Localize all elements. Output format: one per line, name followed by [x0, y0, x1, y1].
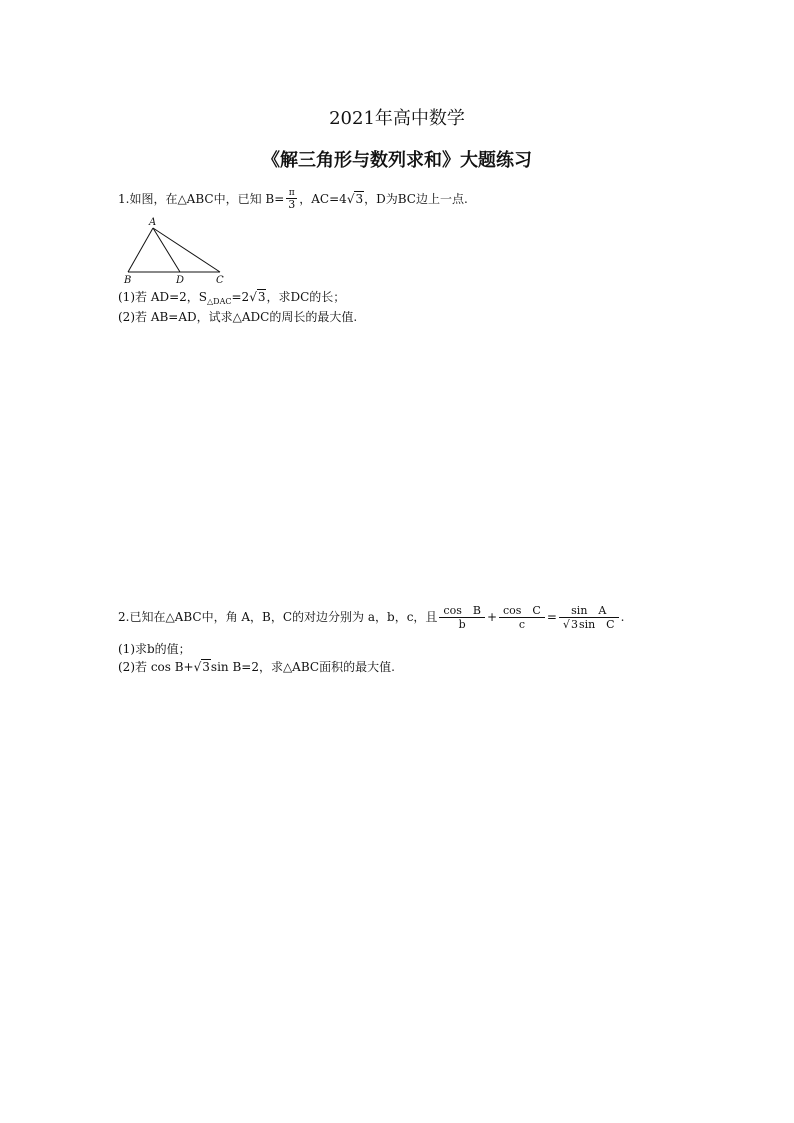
q1-part1: [118, 290, 345, 309]
label-d: D: [176, 275, 185, 286]
angle-b-fraction: [286, 188, 297, 211]
sqrt-radicand: 3: [202, 660, 210, 674]
q1-part1-mid: =2: [231, 290, 250, 304]
q2-part2-suffix: sin B=2，求△ABC面积的最大值.: [210, 660, 395, 674]
cosc-over-c-fraction: [499, 604, 545, 631]
q1-stem-suffix: ，D为BC边上一点.: [364, 192, 468, 206]
side-ac: [153, 228, 220, 272]
sqrt-expression: √3: [249, 290, 266, 304]
fraction-denominator: [559, 617, 619, 631]
fraction-denominator: c: [499, 617, 545, 631]
equals-sign: =: [546, 610, 557, 624]
label-a: A: [149, 217, 157, 228]
period: .: [620, 610, 625, 624]
q1-stem: [118, 188, 468, 211]
sqrt-expression: √3: [193, 660, 210, 674]
q1-part1-prefix: (1)若 AD=2，S: [118, 290, 208, 304]
label-b: B: [124, 275, 132, 286]
sqrt-expression: √3: [346, 192, 364, 206]
q2-part1: (1)求b的值；: [118, 642, 191, 656]
q1-part1-suffix: ，求DC的长；: [266, 290, 346, 304]
cosb-over-b-fraction: [439, 604, 485, 631]
segment-ad: [153, 228, 180, 272]
fraction-numerator: π: [288, 188, 295, 198]
sina-over-sqrt3sinc-fraction: [559, 604, 619, 631]
denominator-rest: sin C: [578, 618, 615, 631]
fraction-numerator: sin A: [571, 604, 607, 617]
plus-sign: +: [486, 610, 497, 624]
page-title: 2021年高中数学: [329, 108, 465, 129]
sqrt-radicand: 3: [570, 618, 578, 631]
q2-stem-prefix: 2.已知在△ABC中，角 A，B，C的对边分别为 a，b，c，且: [118, 610, 438, 624]
area-subscript: △DAC: [207, 297, 232, 306]
q2-part2-prefix: (2)若 cos B+: [118, 660, 194, 674]
q2-part2: [118, 660, 395, 674]
sqrt-radicand: 3: [355, 192, 364, 206]
label-c: C: [216, 275, 224, 286]
fraction-denominator: b: [439, 617, 485, 631]
q1-part2: (2)若 AB=AD，试求△ADC的周长的最大值.: [118, 310, 358, 324]
triangle-figure: [118, 214, 230, 286]
fraction-numerator: cos B: [443, 604, 481, 617]
q1-stem-mid: ，AC=4: [299, 192, 347, 206]
fraction-numerator: cos C: [503, 604, 541, 617]
fraction-denominator: 3: [288, 198, 296, 211]
sqrt-expression: √3: [562, 618, 578, 631]
q1-stem-prefix: 1.如图，在△ABC中，已知 B=: [118, 192, 285, 206]
q2-stem: [118, 604, 624, 631]
page-subtitle: 《解三角形与数列求和》大题练习: [262, 150, 532, 171]
side-ab: [128, 228, 153, 272]
sqrt-radicand: 3: [257, 290, 266, 304]
